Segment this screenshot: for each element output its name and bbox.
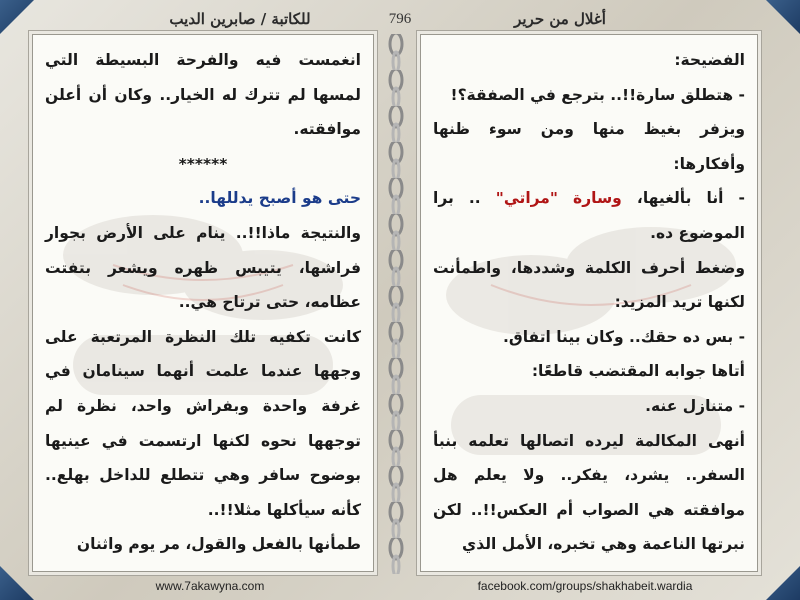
dialogue-text: .. برا الموضوع ده. <box>433 189 745 242</box>
paragraph: طمأنها بالفعل والقول، مر يوم واثنان <box>76 535 361 554</box>
chain-divider <box>382 34 410 574</box>
corner-decoration <box>766 566 800 600</box>
right-text-panel[interactable] <box>420 34 758 572</box>
highlighted-phrase: وسارة "مراتي" <box>495 189 622 208</box>
corner-decoration <box>0 0 34 34</box>
paragraph: أنهى المكالمة ليرده اتصالها تعلمه بنبأ السفر.. يشرد، يفكر.. ولا يعلم هل موافقته هي الصواب أم العكس!!.. لكن نبرتها الناعمة وهي تخبره، الأمل الذي <box>433 431 745 554</box>
dialogue-line: - بس ده حقك.. وكان بينا اتفاق. <box>502 327 745 346</box>
corner-decoration <box>766 0 800 34</box>
page-number: 796 <box>388 11 412 27</box>
website-link[interactable]: www.7akawyna.com <box>155 579 265 593</box>
paragraph: ويزفر بغيظ منها ومن سوء ظنها وأفكارها: <box>433 120 745 173</box>
scene-separator: ****** <box>178 154 228 173</box>
dialogue-line <box>433 181 745 250</box>
paragraph: أتاها جوابه المقتضب قاطعًا: <box>531 362 745 381</box>
author-header: للكاتبة / صابرين الديب <box>169 10 311 28</box>
right-column-text <box>421 35 757 571</box>
dialogue-line: - متنازل عنه. <box>645 396 745 415</box>
paragraph: انغمست فيه والفرحة البسيطة التي لمسها لم تترك له الخيار.. وكان أن أعلن موافقته. <box>45 51 361 139</box>
paragraph: كانت تكفيه تلك النظرة المرتعبة على وجهها عندما علمت أنهما سينامان في غرفة واحدة وبفراش واحد، نظرة لم توجهها نحوه لكنها ارتسمت في عينيها بوضوح سافر وهي تتطلع للداخل بهلع.. كأنه سيأكلها مثلا!!.. <box>45 327 361 519</box>
facebook-group-link[interactable]: facebook.com/groups/shakhabeit.wardia <box>477 579 693 593</box>
left-text-panel[interactable] <box>32 34 374 572</box>
section-heading: حتى هو أصبح يدللها.. <box>198 189 361 208</box>
left-column-text <box>33 35 373 571</box>
paragraph: الفضيحة: <box>674 51 745 69</box>
book-title-header: أغلال من حرير <box>514 10 606 28</box>
paragraph: والنتيجة ماذا!!.. ينام على الأرض بجوار فراشها، يتيبس ظهره ويشعر بتفتت عظامه، حتى ترتاح هي.. <box>45 223 361 312</box>
dialogue-text: - أنا بألغيها، <box>621 189 745 208</box>
corner-decoration <box>0 566 34 600</box>
paragraph: وضغط أحرف الكلمة وشددها، واطمأنت لكنها تريد المزيد: <box>433 258 745 312</box>
dialogue-line: - هتطلق سارة!!.. بترجع في الصفقة؟! <box>450 85 745 104</box>
